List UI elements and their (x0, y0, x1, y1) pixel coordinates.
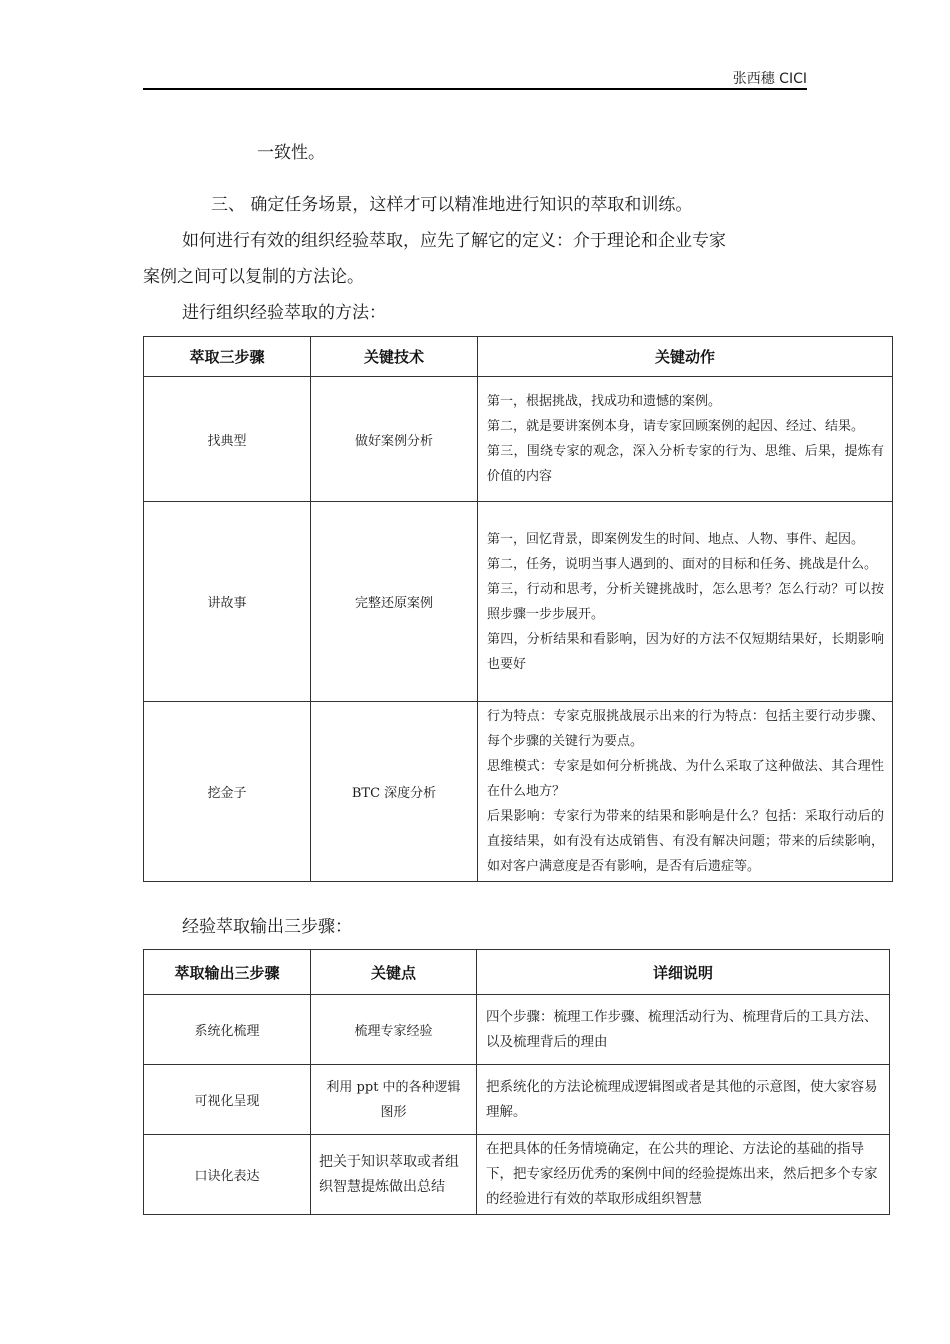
output-detail-cell: 四个步骤：梳理工作步骤、梳理活动行为、梳理背后的工具方法、以及梳理背后的理由 (477, 995, 890, 1065)
output-key-cell: 把关于知识萃取或者组织智慧提炼做出总结 (311, 1135, 477, 1215)
output-detail-cell: 把系统化的方法论梳理成逻辑图或者是其他的示意图，使大家容易理解。 (477, 1065, 890, 1135)
table-row (144, 502, 893, 702)
methods-header-step: 萃取三步骤 (144, 337, 311, 377)
output-table (143, 949, 890, 1215)
methods-action-cell (478, 377, 893, 502)
methods-action-cell (478, 502, 893, 702)
methods-action-cell (478, 702, 893, 882)
output-key-cell: 梳理专家经验 (311, 995, 477, 1065)
body-line-3: 如何进行有效的组织经验萃取，应先了解它的定义：介于理论和企业专家 (182, 231, 726, 251)
output-step-cell: 系统化梳理 (144, 995, 311, 1065)
body-line-1: 一致性。 (257, 143, 325, 163)
output-header-detail: 详细说明 (477, 950, 890, 995)
body-line-2: 三、 确定任务场景，这样才可以精准地进行知识的萃取和训练。 (211, 195, 693, 215)
table-row (144, 377, 893, 502)
methods-tech-cell: 做好案例分析 (311, 377, 478, 502)
methods-table-header (144, 337, 893, 377)
methods-table (143, 336, 893, 882)
header-author: 张西穗 CICI (732, 71, 807, 87)
body-line-4: 案例之间可以复制的方法论。 (143, 267, 364, 287)
methods-tech-cell: BTC 深度分析 (311, 702, 478, 882)
action-line: 第二，任务，说明当事人遇到的、面对的目标和任务、挑战是什么。 (487, 556, 878, 572)
output-detail-cell: 在把具体的任务情境确定，在公共的理论、方法论的基础的指导下，把专家经历优秀的案例中间的经验提炼出来，然后把多个专家的经验进行有效的萃取形成组织智慧 (477, 1135, 890, 1215)
methods-step-cell: 讲故事 (144, 502, 311, 702)
action-line: 第一，回忆背景，即案例发生的时间、地点、人物、事件、起因。 (487, 531, 865, 547)
table-row (144, 702, 893, 882)
methods-header-tech: 关键技术 (311, 337, 478, 377)
action-line: 行为特点：专家克服挑战展示出来的行为特点：包括主要行动步骤、每个步骤的关键行为要点。 (487, 709, 884, 749)
action-line: 第四，分析结果和看影响，因为好的方法不仅短期结果好，长期影响也要好 (487, 631, 884, 672)
action-line: 第一，根据挑战，找成功和遗憾的案例。 (487, 394, 722, 409)
output-header-key: 关键点 (311, 950, 477, 995)
action-line: 思维模式：专家是如何分析挑战、为什么采取了这种做法、其合理性在什么地方？ (487, 759, 884, 799)
methods-step-cell: 找典型 (144, 377, 311, 502)
table-row (144, 1065, 890, 1135)
action-line: 第三，围绕专家的观念，深入分析专家的行为、思维、后果，提炼有价值的内容 (487, 444, 884, 484)
action-line: 第二，就是要讲案例本身，请专家回顾案例的起因、经过、结果。 (487, 419, 865, 434)
header-rule (143, 88, 807, 90)
output-table-header (144, 950, 890, 995)
body-line-6: 经验萃取输出三步骤： (182, 917, 352, 937)
table-row (144, 1135, 890, 1215)
methods-step-cell: 挖金子 (144, 702, 311, 882)
action-line: 第三，行动和思考，分析关键挑战时，怎么思考？怎么行动？可以按照步骤一步步展开。 (487, 581, 884, 622)
methods-tech-cell: 完整还原案例 (311, 502, 478, 702)
body-line-5: 进行组织经验萃取的方法： (182, 303, 386, 323)
output-key-cell: 利用 ppt 中的各种逻辑图形 (311, 1065, 477, 1135)
action-line: 后果影响：专家行为带来的结果和影响是什么？包括：采取行动后的直接结果，如有没有达成销售、有没有解决问题；带来的后续影响，如对客户满意度是否有影响，是否有后遗症等。 (487, 809, 884, 874)
output-step-cell: 可视化呈现 (144, 1065, 311, 1135)
output-step-cell: 口诀化表达 (144, 1135, 311, 1215)
output-header-step: 萃取输出三步骤 (144, 950, 311, 995)
methods-header-action: 关键动作 (478, 337, 893, 377)
table-row (144, 995, 890, 1065)
